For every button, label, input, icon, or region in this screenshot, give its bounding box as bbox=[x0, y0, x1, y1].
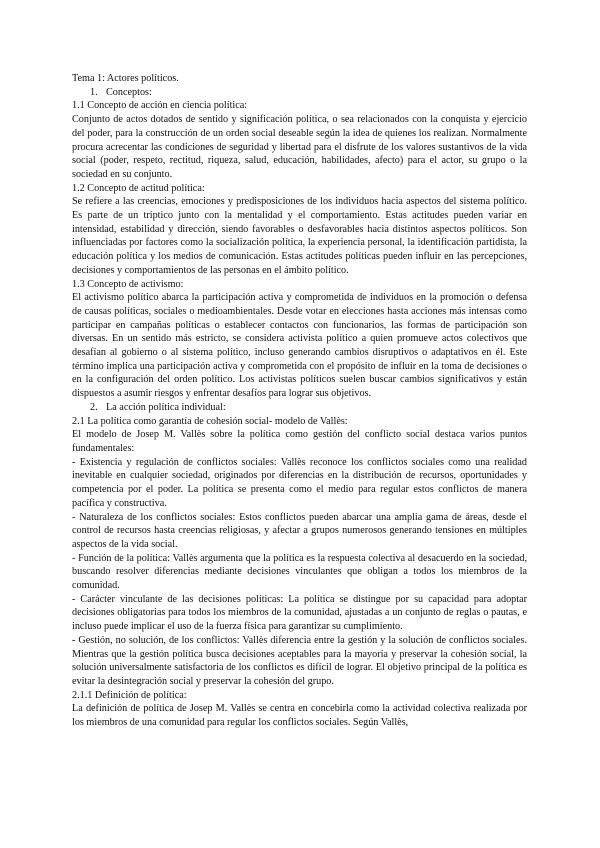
list-number: 2. bbox=[90, 401, 98, 413]
list-label: La acción política individual: bbox=[106, 401, 226, 413]
section-heading-2-1: 2.1 La política como garantía de cohesión social- modelo de Vallès: bbox=[72, 415, 348, 427]
section-heading-1-1: 1.1 Concepto de acción en ciencia política: bbox=[72, 100, 248, 112]
section-heading-1-2: 1.2 Concepto de actitud política: bbox=[72, 182, 205, 194]
bullet-point: - Función de la política: Vallès argumenta que la política es la respuesta colectiva al desacuerdo en la sociedad, buscando resolver diferencias mediante decisiones vinculantes que obligan a todos los miembros de la comunidad. bbox=[72, 552, 527, 592]
list-label: Conceptos: bbox=[106, 86, 152, 98]
bullet-point: - Carácter vinculante de las decisiones políticas: La política se distingue por su capacidad para adoptar decisiones obligatorias para todos los miembros de la comunidad, ajustadas a un conjunto de reglas o pautas, e incluso puede implicar el uso de la fuerza física para garantizar su cumplimiento. bbox=[72, 593, 527, 633]
document-title: Tema 1: Actores políticos. bbox=[72, 73, 179, 84]
section-heading-2-1-1: 2.1.1 Definición de política: bbox=[72, 689, 187, 701]
list-item-conceptos bbox=[72, 86, 527, 100]
bullet-point: - Gestión, no solución, de los conflictos: Vallès diferencia entre la gestión y la solución de conflictos sociales. Mientras que la gestión política busca decisiones aceptables para la mayoría y preservar la cohesión social, la solución universalmente satisfactoria de los conflictos es difícil de lograr. El objetivo principal de la política es evitar la desintegración social y preservar la cohesión del grupo. bbox=[72, 634, 527, 687]
bullet-point: - Naturaleza de los conflictos sociales: Estos conflictos pueden abarcar una amplia gama de áreas, desde el control de recursos hasta creencias religiosas, y afectar a grupos numerosos generando tensiones en múltiples aspectos de la vida social. bbox=[72, 511, 527, 550]
section-heading-1-3: 1.3 Concepto de activismo: bbox=[72, 278, 184, 290]
document-page bbox=[72, 72, 527, 730]
section-intro-2-1: El modelo de Josep M. Vallès sobre la política como gestión del conflicto social destaca varios puntos fundamentales: bbox=[72, 429, 527, 454]
list-item-accion-individual bbox=[72, 401, 527, 415]
section-body-2-1-1: La definición de política de Josep M. Vallès se centra en concebirla como la actividad colectiva realizada por los miembros de una comunidad para regular los conflictos sociales. Según Vallès, bbox=[72, 703, 527, 729]
list-number: 1. bbox=[90, 86, 98, 98]
bullet-point: - Existencia y regulación de conflictos sociales: Vallès reconoce los conflictos sociales como una realidad inevitable en cualquier sociedad, originados por diferencias en la distribución de recursos, oportunidades y competencia por el poder. La política se presenta como el medio para regular estos conflictos de manera pacífica y constructiva. bbox=[72, 456, 527, 509]
section-body-1-1: Conjunto de actos dotados de sentido y significación política, o sea relacionados con la conquista y ejercicio del poder, para la construcción de un orden social deseable según la idea de quienes los realizan. Normalmente procura acrecentar las condiciones de seguridad y libertad para el disfrute de los valores sustantivos de la vida social (poder, respeto, rectitud, riqueza, salud, educación, habilidades, afecto) para el actor, su grupo o la sociedad en su conjunto. bbox=[72, 114, 527, 180]
section-body-1-3: El activismo político abarca la participación activa y comprometida de individuos en la promoción o defensa de causas políticas, sociales o medioambientales. Desde votar en elecciones hasta acciones más intensas como participar en campañas políticas o establecer contactos con funcionarios, las formas de participación son diversas. En un sentido más estricto, se considera activista político a quien promueve actos colectivos que desafían al gobierno o al sistema político, incluso generando cambios disruptivos o adaptativos en él. Este término implica una participación activa y comprometida con el propósito de influir en la toma de decisiones o en la configuración del orden político. Los activistas políticos suelen buscar cambios significativos y están dispuestos a asumir riesgos y enfrentar desafíos para lograr sus objetivos. bbox=[72, 292, 527, 400]
section-body-1-2: Se refiere a las creencias, emociones y predisposiciones de los individuos hacia aspectos del sistema político. Es parte de un tríptico junto con la mentalidad y el comportamiento. Estas actitudes pueden variar en intensidad, estabilidad y dirección, siendo favorables o desfavorables hacia distintos aspectos políticos. Son influenciadas por factores como la socialización política, la experiencia personal, la identificación partidista, la educación política y los medios de comunicación. Estas actitudes políticas pueden influir en las percepciones, decisiones y comportamientos de las personas en el ámbito político. bbox=[72, 196, 527, 276]
